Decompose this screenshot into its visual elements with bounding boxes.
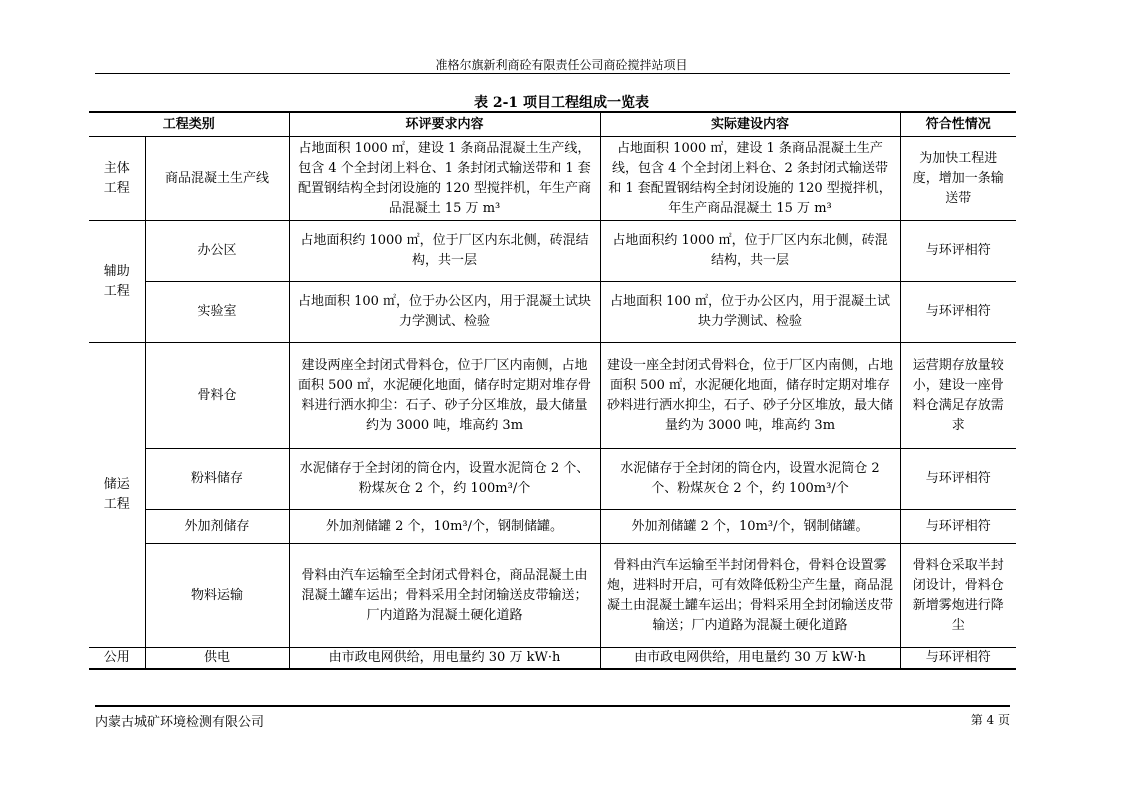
header-rule [95,73,1010,74]
table-row [89,221,1016,282]
compliance-cell: 运营期存放量较小，建设一座骨料仓满足存放需求 [900,343,1016,449]
actual-cell: 占地面积约 1000 ㎡，位于厂区内东北侧，砖混结构，共一层 [600,221,900,282]
actual-cell: 外加剂储罐 2 个，10m³/个，钢制储罐。 [600,510,900,544]
actual-cell: 建设一座全封闭式骨料仓，位于厂区内南侧，占地面积 500 ㎡，水泥硬化地面，储存时定期对堆存砂料进行洒水抑尘，石子、砂子分区堆放，最大储量约为 3000 吨，堆高约 3m [600,343,900,449]
subcategory-cell: 骨料仓 [145,343,289,449]
actual-cell: 占地面积 1000 ㎡，建设 1 条商品混凝土生产线，包含 4 个全封闭上料仓、2 条封闭式输送带和 1 套配置钢结构全封闭设施的 120 型搅拌机，年生产商品混凝土 15 万 m³ [600,137,900,221]
page-number: 第 4 页 [970,713,1010,727]
table-row [89,648,1016,670]
actual-cell: 由市政电网供给，用电量约 30 万 kW·h [600,648,900,670]
subcategory-cell: 物料运输 [145,544,289,648]
compliance-cell: 与环评相符 [900,221,1016,282]
requirement-cell: 占地面积约 1000 ㎡，位于厂区内东北侧，砖混结构，共一层 [289,221,600,282]
column-header-compliance: 符合性情况 [900,112,1016,137]
table-title: 表 2-1 项目工程组成一览表 [473,95,650,111]
compliance-cell: 骨料仓采取半封闭设计，骨料仓新增雾炮进行降尘 [900,544,1016,648]
category-cell: 公用 [89,648,145,670]
table-row [89,449,1016,510]
requirement-cell: 水泥储存于全封闭的筒仓内，设置水泥筒仓 2 个、粉煤灰仓 2 个，约 100m³/个 [289,449,600,510]
table-row [89,137,1016,221]
footer-company: 内蒙古城矿环境检测有限公司 [95,715,265,730]
compliance-cell: 与环评相符 [900,648,1016,670]
actual-cell: 水泥储存于全封闭的筒仓内，设置水泥筒仓 2 个、粉煤灰仓 2 个，约 100m³/个 [600,449,900,510]
subcategory-cell: 粉料储存 [145,449,289,510]
column-header-requirement: 环评要求内容 [289,112,600,137]
requirement-cell: 占地面积 100 ㎡，位于办公区内，用于混凝土试块力学测试、检验 [289,282,600,343]
table-row [89,510,1016,544]
column-header-actual: 实际建设内容 [600,112,900,137]
subcategory-cell: 实验室 [145,282,289,343]
footer-rule [95,705,1010,707]
column-header-category: 工程类别 [89,112,289,137]
compliance-cell: 与环评相符 [900,449,1016,510]
project-composition-table [89,111,1016,670]
table-row [89,343,1016,449]
requirement-cell: 骨料由汽车运输至全封闭式骨料仓，商品混凝土由混凝土罐车运出；骨料采用全封闭输送皮带输送；厂内道路为混凝土硬化道路 [289,544,600,648]
actual-cell: 骨料由汽车运输至半封闭骨料仓，骨料仓设置雾炮，进料时开启，可有效降低粉尘产生量，商品混凝土由混凝土罐车运出；骨料采用全封闭输送皮带输送；厂内道路为混凝土硬化道路 [600,544,900,648]
subcategory-cell: 供电 [145,648,289,670]
table-row [89,544,1016,648]
subcategory-cell: 外加剂储存 [145,510,289,544]
category-cell: 储运工程 [89,343,145,648]
requirement-cell: 占地面积 1000 ㎡，建设 1 条商品混凝土生产线，包含 4 个全封闭上料仓、1 条封闭式输送带和 1 套配置钢结构全封闭设施的 120 型搅拌机，年生产商品混凝土 15 万 m³ [289,137,600,221]
compliance-cell: 与环评相符 [900,510,1016,544]
subcategory-cell: 商品混凝土生产线 [145,137,289,221]
table-header-row [89,112,1016,137]
category-cell: 主体工程 [89,137,145,221]
compliance-cell: 为加快工程进度，增加一条输送带 [900,137,1016,221]
table-row [89,282,1016,343]
compliance-cell: 与环评相符 [900,282,1016,343]
requirement-cell: 由市政电网供给，用电量约 30 万 kW·h [289,648,600,670]
category-cell: 辅助工程 [89,221,145,343]
requirement-cell: 外加剂储罐 2 个，10m³/个，钢制储罐。 [289,510,600,544]
running-header: 准格尔旗新利商砼有限责任公司商砼搅拌站项目 [435,58,688,72]
actual-cell: 占地面积 100 ㎡，位于办公区内，用于混凝土试块力学测试、检验 [600,282,900,343]
requirement-cell: 建设两座全封闭式骨料仓，位于厂区内南侧，占地面积 500 ㎡，水泥硬化地面，储存时定期对堆存骨料进行洒水抑尘：石子、砂子分区堆放，最大储量约为 3000 吨，堆高约 3m [289,343,600,449]
subcategory-cell: 办公区 [145,221,289,282]
